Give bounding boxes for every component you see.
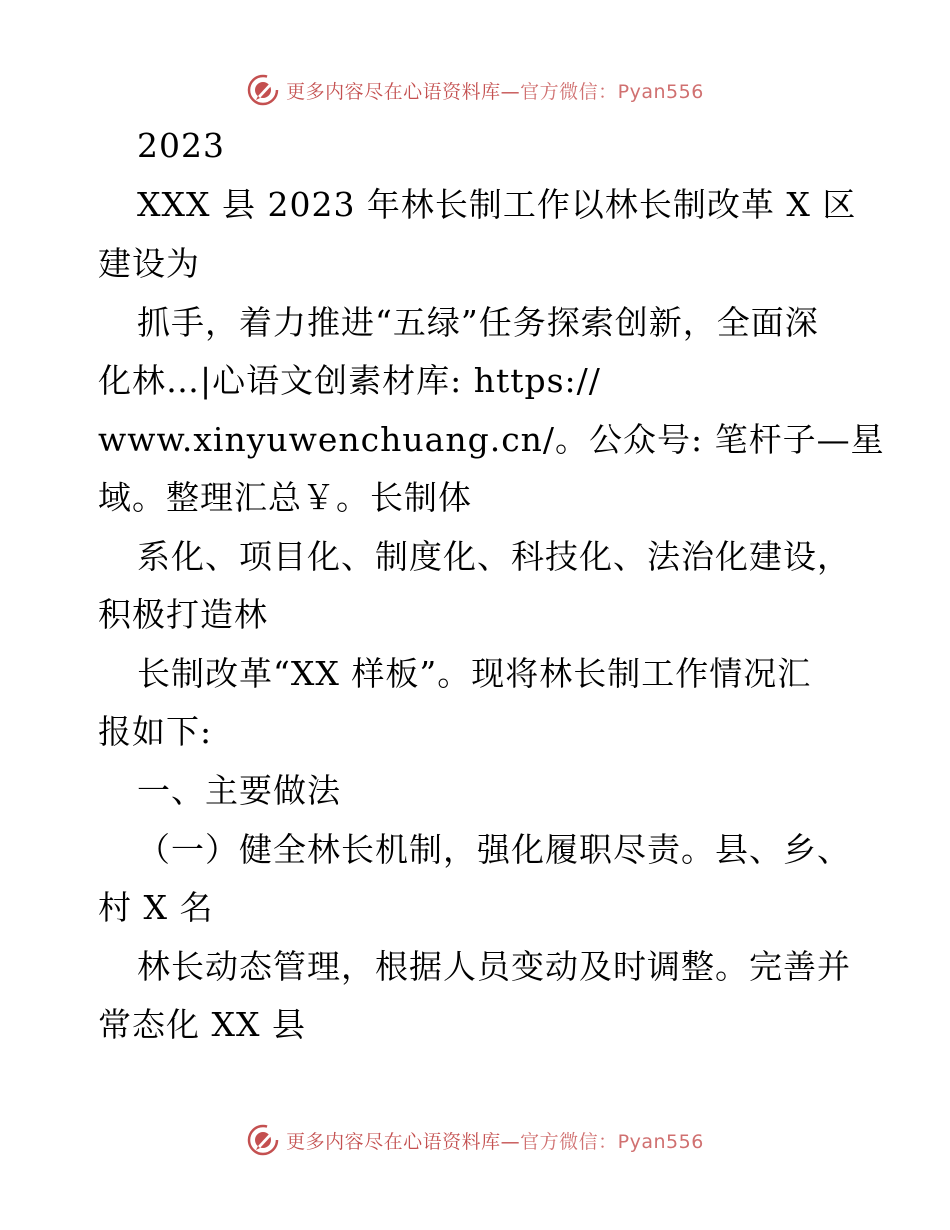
watermark-text: 更多内容尽在心语资料库—官方微信：Pyan556 (286, 80, 704, 103)
doc-line: 2023 (137, 126, 225, 165)
doc-line: 建设为 (98, 244, 200, 283)
doc-line: 抓手，着力推进“五绿”任务探索创新，全面深 (137, 303, 819, 342)
doc-line: 林长动态管理，根据人员变动及时调整。完善并 (137, 947, 851, 986)
section-heading: 一、主要做法 (137, 771, 341, 810)
doc-line: 化林…|心语文创素材库: https:// (98, 361, 601, 400)
doc-line: 域。整理汇总￥。长制体 (98, 478, 472, 517)
doc-line: 报如下: (98, 712, 213, 751)
footer-watermark (0, 1120, 950, 1160)
doc-line: 村 X 名 (98, 888, 214, 927)
pen-logo-icon (246, 73, 280, 107)
doc-line: 积极打造林 (98, 595, 268, 634)
doc-line: 系化、项目化、制度化、科技化、法治化建设， (137, 537, 851, 576)
subsection-heading: （一）健全林长机制，强化履职尽责。县、乡、 (137, 830, 851, 869)
watermark-text: 更多内容尽在心语资料库—官方微信：Pyan556 (286, 1130, 704, 1153)
doc-line: 长制改革“XX 样板”。现将林长制工作情况汇 (137, 654, 812, 693)
doc-line: www.xinyuwenchuang.cn/。公众号: 笔杆子—星 (98, 420, 885, 459)
pen-logo-icon (246, 1123, 280, 1157)
doc-line: 常态化 XX 县 (98, 1005, 306, 1044)
doc-line: XXX 县 2023 年林长制工作以林长制改革 X 区 (137, 185, 857, 224)
header-watermark (0, 70, 950, 110)
